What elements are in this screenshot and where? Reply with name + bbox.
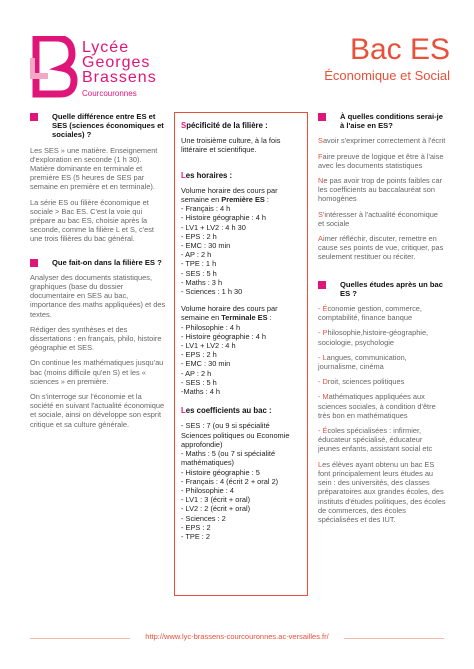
list-item: - Histoire géographie : 5 — [181, 467, 260, 477]
list-item: - LV1 + LV2 : 4 h — [181, 341, 236, 351]
paragraph-rest: es élèves ayant obtenu un bac ES font principalement leurs études au sein : des universités, des classes préparatoires aux grandes écoles, des instituts d'études politiques, des écoles de commerces, des écoles spécialisées et des IUT. — [318, 459, 446, 524]
list-item: - TPE : 1 h — [181, 259, 217, 269]
question-text: À quelles conditions serai-je à l'aise en ES? — [340, 112, 443, 131]
coefficients-list — [181, 421, 301, 541]
section-heading-hours — [181, 171, 301, 180]
list-item — [318, 210, 446, 228]
question-heading — [30, 258, 166, 267]
item-rest: 'intéresser à l'actualité économique et sociale — [318, 209, 438, 228]
item-rest: aire preuve de logique et être à l'aise avec les documents statistiques — [318, 151, 444, 170]
item-rest: athématiques appliquées aux sciences sociales, à condition d'être très bon en mathématiques — [318, 392, 436, 420]
list-item: - SES : 7 (ou 9 si spécialité — [181, 421, 270, 431]
intro-text: Volume horaire des cours par semaine en — [181, 304, 278, 323]
hours-list-premiere — [181, 204, 301, 296]
question-text: Quelle différence entre ES et SES (sciences économiques et sociales) ? — [52, 112, 164, 140]
list-item — [318, 136, 446, 145]
list-item — [318, 392, 446, 420]
list-item: - Histoire géographie : 4 h — [181, 331, 267, 341]
list-item: - EPS : 2 h — [181, 231, 217, 241]
section-heading-coefficients — [181, 406, 301, 415]
list-item: - LV2 : 2 (écrit + oral) — [181, 504, 251, 514]
item-rest: angues, communication, journalisme, cinéma — [318, 352, 407, 372]
item-initial: - P — [318, 328, 328, 338]
question-heading — [318, 112, 446, 130]
item-initial: A — [318, 234, 323, 244]
list-item: - SES : 5 h — [181, 268, 217, 278]
school-town: Courcouronnes — [82, 89, 137, 98]
list-item — [318, 304, 446, 322]
item-rest: e pas avoir trop de points faibles car les coefficients au baccalauréat son homogènes — [318, 176, 443, 204]
conditions-list — [318, 136, 446, 261]
page-title-block — [324, 34, 450, 83]
list-item: - Sciences : 1 h 30 — [181, 287, 243, 297]
list-item — [318, 377, 446, 386]
bullet-square-icon — [318, 281, 326, 289]
intro-bold: Terminale ES — [221, 313, 268, 323]
paragraph: On s'interroge sur l'économie et la société en suivant l'actualité économique et sociale, ainsi on développe son esprit critique et sa culture générale. — [30, 392, 165, 429]
list-item — [318, 152, 446, 170]
list-item — [318, 234, 446, 262]
column-left — [30, 112, 166, 435]
logo-mark-icon — [30, 36, 78, 98]
list-item: - EPS : 2 h — [181, 350, 217, 360]
subtitle-initial-s: S — [414, 68, 424, 83]
section-heading-specificity — [181, 121, 301, 130]
paragraph: Analyser des documents statistiques, graphiques (base du dossier documentaire en SES au bac, importance des maths appliquées) et des textes. — [30, 272, 166, 319]
item-rest: roit, sciences politiques — [327, 377, 405, 387]
list-item: - Philosophie : 4 h — [181, 322, 241, 332]
item-initial: F — [318, 151, 323, 161]
heading-initial: L — [181, 406, 186, 416]
list-item: -Maths : 4 h — [181, 387, 221, 397]
list-item: - SES : 5 h — [181, 377, 217, 387]
list-item: mathématiques) — [181, 458, 234, 468]
heading-rest: es coefficients au bac : — [185, 406, 272, 416]
heading-initial: S — [181, 121, 187, 130]
list-item: - Français : 4 h — [181, 204, 231, 214]
list-item: - EMC : 30 min — [181, 241, 231, 251]
paragraph — [318, 460, 446, 524]
item-initial: - L — [318, 352, 327, 362]
list-item — [318, 426, 446, 454]
item-initial: S — [318, 136, 323, 146]
list-item: - Philosophie : 4 — [181, 485, 234, 495]
paragraph: Une troisième culture, à la fois littéraire et scientifique. — [181, 136, 281, 155]
item-rest: imer réfléchir, discuter, remettre en cause ses points de vue, critiquer, pas seulement restituer ou réciter. — [318, 234, 444, 262]
list-item — [318, 176, 446, 204]
school-name — [82, 40, 157, 101]
question-text: Que fait-on dans la filière ES ? — [52, 257, 162, 267]
school-name-line-2: Georges — [82, 54, 151, 71]
list-item: - EMC : 30 min — [181, 359, 231, 369]
item-initial: - D — [318, 377, 328, 387]
heading-rest: es horaires : — [185, 170, 233, 180]
school-name-line-3: Brassens — [82, 69, 157, 86]
hours-intro-terminale — [181, 304, 301, 322]
list-item: - Français : 4 (écrit 2 + oral 2) — [181, 476, 279, 486]
paragraph: Rédiger des synthèses et des dissertations : en français, philo, histoire géographie et SES. — [30, 324, 162, 353]
intro-after: : — [264, 195, 269, 205]
bullet-square-icon — [30, 259, 38, 267]
question-heading — [30, 112, 166, 140]
intro-after: : — [267, 313, 272, 323]
page-subtitle — [324, 68, 450, 83]
school-logo — [30, 36, 190, 96]
list-item: - LV1 + LV2 : 4 h 30 — [181, 222, 246, 232]
item-rest: avoir s'exprimer correctement à l'écrit — [322, 136, 446, 146]
item-initial: - M — [318, 392, 329, 402]
item-initial: N — [318, 176, 324, 186]
question-heading — [318, 280, 446, 298]
intro-text: Volume horaire des cours par semaine en — [181, 185, 278, 205]
list-item: approfondie) — [181, 439, 223, 449]
item-initial: - É — [318, 304, 328, 314]
page-title: Bac ES — [349, 33, 450, 66]
footer — [0, 632, 474, 644]
footer-rule-right — [344, 638, 444, 639]
item-rest: hilosophie,histoire-géographie, sociologie, psychologie — [318, 328, 429, 347]
bullet-square-icon — [318, 113, 326, 121]
intro-bold: Première ES — [221, 195, 265, 205]
list-item: - Maths : 3 h — [181, 277, 223, 287]
list-item: - Sciences : 2 — [181, 513, 226, 523]
subtitle-end: ocial — [423, 68, 450, 83]
list-item — [318, 353, 446, 371]
list-item: - EPS : 2 — [181, 522, 211, 532]
subtitle-initial-e: É — [324, 68, 333, 83]
subtitle-mid: conomique et — [332, 68, 415, 83]
list-item: - AP : 2 h — [181, 368, 212, 378]
hours-intro-premiere — [181, 186, 301, 204]
paragraph-initial: L — [318, 459, 323, 469]
website-link[interactable]: http://www.lyc-brassens-courcouronnes.ac-versailles.fr/ — [145, 632, 329, 641]
studies-list — [318, 304, 446, 454]
paragraph: La série ES ou filière économique et sociale > Bac ES. C'est la voie qui prépare au bac ES, choisie après la seconde, comme la filière L et S, c'est une trois filières du bac général. — [30, 197, 154, 244]
paragraph: On continue les mathématiques jusqu'au bac (moins difficile qu'en S) et les « sciences » en première. — [30, 358, 164, 386]
list-item — [318, 328, 446, 346]
school-name-line-1: Lycée — [82, 39, 130, 56]
list-item: - Maths : 5 (ou 7 si spécialité — [181, 449, 276, 459]
bullet-square-icon — [30, 113, 38, 121]
list-item: - LV1 : 3 (écrit + oral) — [181, 495, 251, 505]
heading-rest: pécificité de la filière : — [186, 121, 268, 130]
column-middle-box — [174, 112, 308, 596]
item-initial: - É — [318, 426, 328, 436]
list-item: Sciences politiques ou Economie — [181, 430, 290, 440]
hours-list-terminale — [181, 323, 301, 397]
list-item: - AP : 2 h — [181, 250, 212, 260]
list-item: - Histoire géographie : 4 h — [181, 213, 267, 223]
paragraph: Les SES » une matière. Enseignement d'exploration en seconde (1 h 30). Matière dominante en terminale et première ES (5 heures de SES par semaine en première et en terminale). — [30, 145, 158, 192]
footer-rule-left — [30, 638, 130, 639]
heading-initial: L — [181, 170, 186, 180]
column-right — [318, 112, 446, 530]
item-rest: conomie gestion, commerce, comptabilité, finance banque — [318, 304, 422, 323]
item-initial: S — [318, 209, 323, 219]
item-rest: coles spécialisées : infirmier, éducateur spécialisé, éducateur jeunes enfants, assistant social etc — [318, 426, 433, 454]
question-text: Quelles études après un bac ES ? — [340, 279, 443, 298]
list-item: - TPE : 2 — [181, 531, 211, 541]
